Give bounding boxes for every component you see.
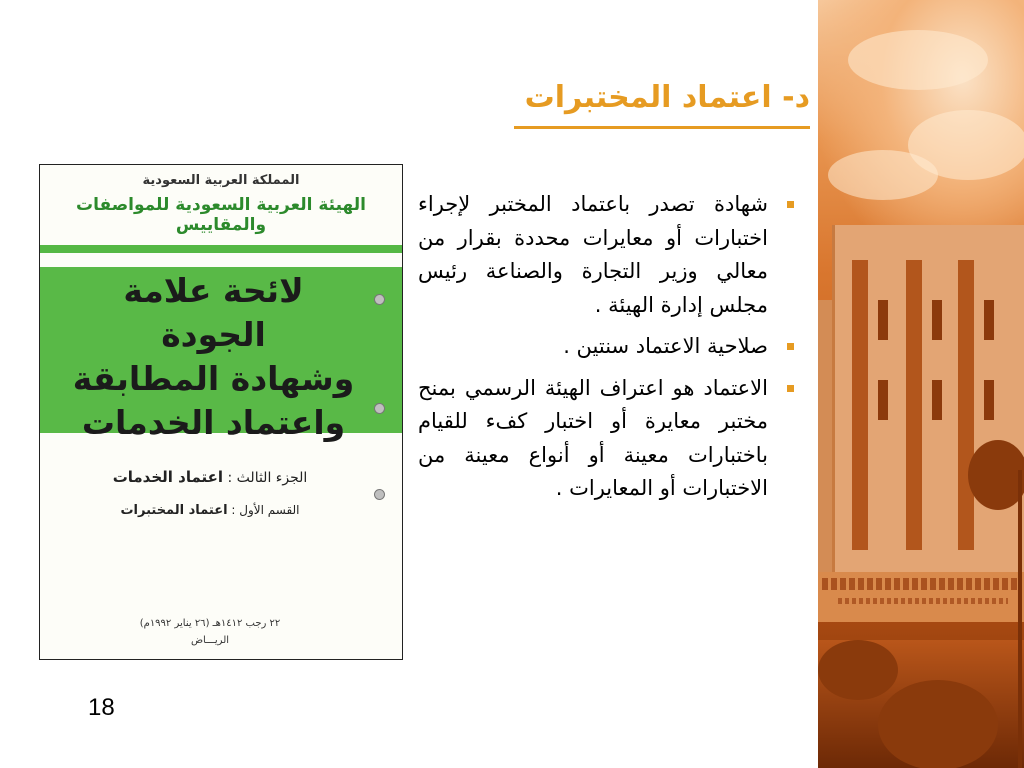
cover-section <box>40 503 380 518</box>
bullet-text: الاعتماد هو اعتراف الهيئة الرسمي بمنح مختبر معايرة أو اختبار كفء للقيام باختبارات معينة أو أنواع معينة من الاختبارات أو المعايرات . <box>418 375 768 500</box>
building-column <box>906 260 922 550</box>
cover-date: ٢٢ رجب ١٤١٢هـ (٢٦ يناير ١٩٩٢م) <box>139 618 281 629</box>
building-window <box>878 380 888 420</box>
cover-thin-band <box>40 245 402 253</box>
tree <box>818 640 898 700</box>
bullet-text: شهادة تصدر باعتماد المختبر لإجراء اختبارات أو معايرات محددة بقرار من معالي وزير التجارة والصناعة رئيس مجلس إدارة الهيئة . <box>418 192 768 317</box>
page-number: 18 <box>88 694 115 721</box>
bullet-item <box>418 330 798 364</box>
binder-hole <box>374 403 385 414</box>
bullet-list <box>418 188 798 514</box>
title-underline <box>514 126 810 129</box>
cloud <box>848 30 988 90</box>
cover-city: الريـــاض <box>190 635 230 646</box>
binder-hole <box>374 294 385 305</box>
bullet-text: صلاحية الاعتماد سنتين . <box>563 334 768 358</box>
cover-title-line: وشهادة المطابقة <box>72 359 355 398</box>
slide-title: د- اعتماد المختبرات <box>524 80 810 115</box>
bullet-square-icon <box>787 385 794 392</box>
cover-title <box>70 269 357 445</box>
bullet-item <box>418 372 798 506</box>
cover-title-line: واعتماد الخدمات <box>81 403 346 442</box>
building-window <box>878 300 888 340</box>
building-photo <box>818 0 1024 768</box>
building-window <box>984 300 994 340</box>
cover-section-label: القسم الأول : <box>231 503 300 517</box>
cover-organization: الهيئة العربية السعودية للمواصفات والمقاييس <box>76 195 366 235</box>
bullet-square-icon <box>787 201 794 208</box>
building-sign-subtext <box>838 598 1008 604</box>
building-window <box>932 380 942 420</box>
cover-section-value: اعتماد المختبرات <box>120 503 228 518</box>
building-sign-text <box>822 578 1022 590</box>
bullet-item <box>418 188 798 322</box>
cover-title-line: لائحة علامة الجودة <box>123 271 304 354</box>
building-column <box>958 260 974 550</box>
tree <box>878 680 998 768</box>
cloud <box>828 150 938 200</box>
book-cover-image <box>39 164 403 660</box>
binder-hole <box>374 489 385 500</box>
bullet-square-icon <box>787 343 794 350</box>
building-window <box>932 300 942 340</box>
cover-part-value: اعتماد الخدمات <box>112 468 224 486</box>
cover-part-label: الجزء الثالث : <box>227 470 308 486</box>
building-column <box>852 260 868 550</box>
light-pole <box>1018 470 1022 768</box>
cover-part <box>40 468 380 486</box>
cover-kingdom: المملكة العربية السعودية <box>142 173 300 188</box>
palm-tree <box>968 440 1024 510</box>
building-window <box>984 380 994 420</box>
